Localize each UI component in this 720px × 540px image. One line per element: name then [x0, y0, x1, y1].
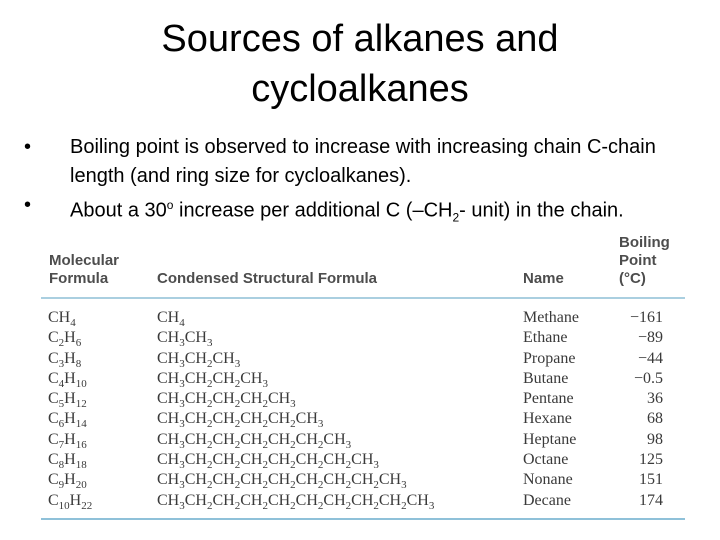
molecular-formula-cell: $CH_4$ [48, 309, 76, 330]
table-row [41, 328, 685, 348]
table-header [41, 236, 685, 294]
header-name: Name [523, 270, 564, 287]
table-body [41, 308, 685, 511]
bullet-text-1: Boiling point is observed to increase with increasing chain C-chain length (and ring size for cycloalkanes). [70, 136, 656, 187]
table-row [41, 470, 685, 490]
molecular-formula-cell: $C_9H_{20}$ [48, 471, 87, 492]
boiling-point-cell: −89 [637, 329, 663, 347]
name-cell: Nonane [523, 471, 573, 489]
name-cell: Heptane [523, 430, 577, 448]
table-row [41, 308, 685, 328]
boiling-point-cell: 98 [647, 430, 663, 448]
name-cell: Pentane [523, 390, 574, 408]
table-row [41, 369, 685, 389]
alkane-table [41, 236, 685, 520]
molecular-formula-cell: $C_3H_8$ [48, 349, 82, 370]
condensed-formula-cell: $CH_3CH_2CH_2CH_2CH_2CH_2CH_2CH_3$ [157, 451, 379, 472]
condensed-formula-cell: $CH_3CH_2CH_2CH_2CH_2CH_2CH_2CH_2CH_3$ [157, 471, 407, 492]
name-cell: Hexane [523, 410, 572, 428]
table-row [41, 450, 685, 470]
boiling-point-cell: −161 [629, 309, 663, 326]
bullet-list [24, 133, 704, 233]
name-cell: Methane [523, 309, 579, 326]
bullet-item-2 [24, 191, 704, 233]
condensed-formula-cell: $CH_3CH_2CH_2CH_2CH_2CH_3$ [157, 410, 324, 431]
condensed-formula-cell: $CH_3CH_2CH_2CH_3$ [157, 369, 268, 391]
name-cell: Octane [523, 451, 569, 469]
boiling-point-cell: 36 [647, 390, 663, 408]
molecular-formula-cell: $C_4H_{10}$ [48, 369, 87, 391]
slide-title: Sources of alkanes and cycloalkanes [161, 18, 559, 110]
condensed-formula-cell: $CH_3CH_2CH_2CH_2CH_2CH_2CH_2CH_2CH_2CH_3$ [157, 491, 435, 512]
name-cell: Ethane [523, 329, 568, 347]
molecular-formula-cell: $C_7H_{16}$ [48, 430, 87, 451]
boiling-point-cell: −44 [637, 349, 663, 367]
boiling-point-cell: −0.5 [633, 369, 663, 387]
boiling-point-cell: 151 [639, 471, 663, 489]
table-row [41, 349, 685, 369]
bullet-text-2-mid: increase per additional C (–CH [173, 199, 453, 222]
name-cell: Propane [523, 349, 576, 367]
table-row [41, 389, 685, 409]
condensed-formula-cell: $CH_4$ [157, 309, 185, 330]
condensed-formula-cell: $CH_3CH_3$ [157, 329, 213, 350]
header-molecular-formula: Molecular Formula [49, 252, 120, 287]
condensed-formula-cell: $CH_3CH_2CH_2CH_2CH_3$ [157, 390, 296, 411]
name-cell: Decane [523, 491, 571, 509]
molecular-formula-cell: $C_5H_{12}$ [48, 390, 87, 411]
bullet-item-1 [24, 133, 704, 191]
bullet-text-2-post: - unit) in the chain. [459, 199, 624, 222]
table-row [41, 430, 685, 450]
boiling-point-cell: 174 [639, 491, 663, 509]
molecular-formula-cell: $C_6H_{14}$ [48, 410, 87, 431]
molecular-formula-cell: $C_8H_{18}$ [48, 451, 87, 472]
name-cell: Butane [523, 369, 569, 387]
table-row [41, 491, 685, 511]
bullet-subscript: 2 [452, 210, 460, 225]
condensed-formula-cell: $CH_3CH_2CH_2CH_2CH_2CH_2CH_3$ [157, 430, 352, 451]
degree-superscript: o [166, 198, 174, 212]
boiling-point-cell: 125 [639, 451, 663, 469]
condensed-formula-cell: $CH_3CH_2CH_3$ [157, 349, 241, 370]
bullet-text-2-pre: About a 30 [70, 199, 167, 222]
header-boiling-point: Boiling Point (°C) [619, 234, 670, 287]
header-condensed-formula: Condensed Structural Formula [157, 270, 378, 287]
molecular-formula-cell: $C_{10}H_{22}$ [48, 491, 93, 512]
boiling-point-cell: 68 [647, 410, 663, 428]
molecular-formula-cell: $C_2H_6$ [48, 329, 82, 350]
table-top-rule [41, 297, 685, 299]
table-row [41, 409, 685, 429]
table-bottom-rule [41, 518, 685, 520]
